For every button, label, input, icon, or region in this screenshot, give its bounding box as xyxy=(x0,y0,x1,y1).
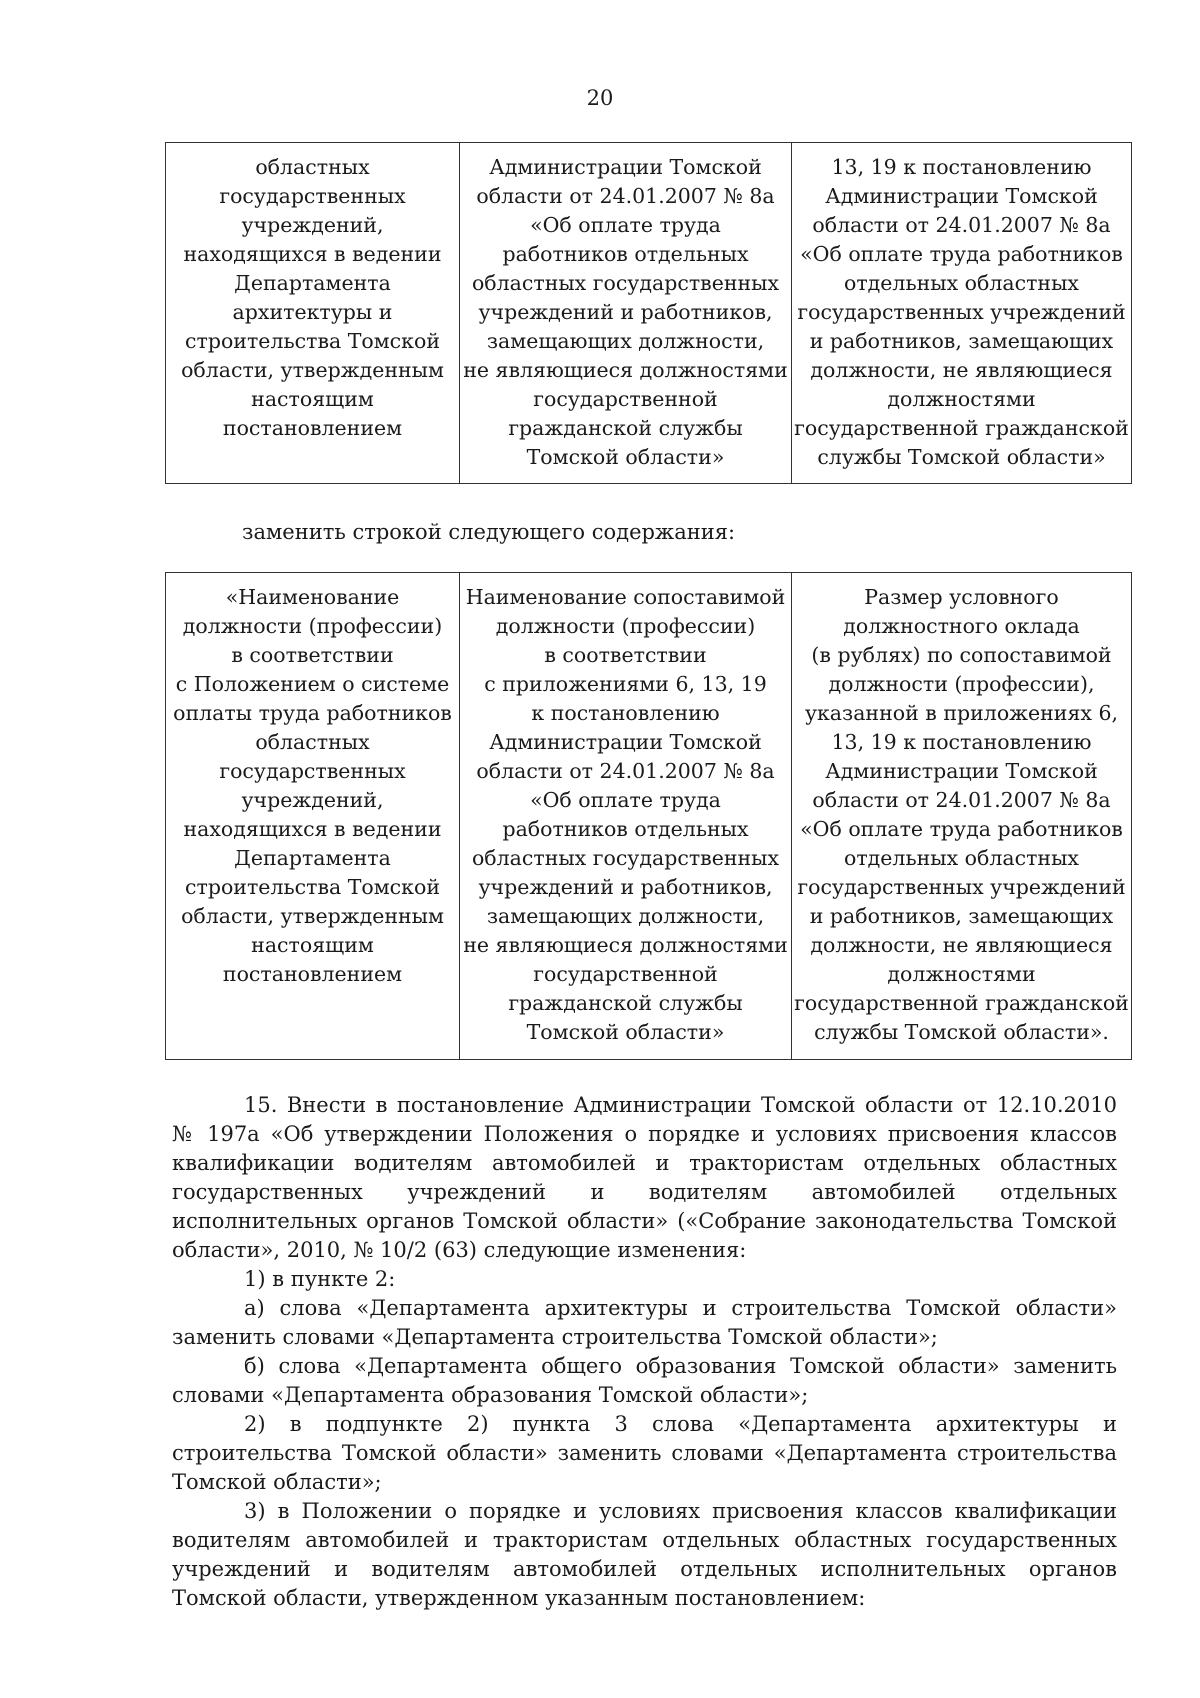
table-cell-position-name: «Наименование должности (профессии) в соответствии с Положением о системе оплаты труда работников областных государственных учреждений, находящихся в ведении Департамента строительства Томской области, утвержденным настоящим постановлением xyxy=(166,573,460,1060)
table-new-row xyxy=(165,572,1132,1060)
table-cell-salary-size: Размер условного должностного оклада (в рублях) по сопоставимой должности (профессии), указанной в приложениях 6, 13, 19 к постановлению Администрации Томской области от 24.01.2007 № 8а «Об оплате труда работников отдельных областных государственных учреждений и работников, замещающих должности, не являющиеся должностями государственной гражданской службы Томской области». xyxy=(792,573,1132,1060)
paragraph-subitem-1b: б) слова «Департамента общего образования Томской области» заменить словами «Департамента образования Томской области»; xyxy=(172,1354,1117,1407)
table-cell-salary-size: 13, 19 к постановлению Администрации Томской области от 24.01.2007 № 8а «Об оплате труда работников отдельных областных государственных учреждений и работников, замещающих должности, не являющиеся должностями государственной гражданской службы Томской области» xyxy=(792,143,1132,484)
paragraph-item-15: 15. Внести в постановление Администрации Томской области от 12.10.2010 № 197а «Об утверждении Положения о порядке и условиях присвоения классов квалификации водителям автомобилей и трактористам отдельных областных государственных учреждений и водителям автомобилей отдельных исполнительных органов Томской области» («Собрание законодательства Томской области», 2010, № 10/2 (63) следующие изменения: xyxy=(172,1093,1117,1262)
paragraph-subitem-3: 3) в Положении о порядке и условиях присвоения классов квалификации водителям автомобилей и трактористам отдельных областных государственных учреждений и водителям автомобилей отдельных исполнительных органов Томской области, утвержденном указанным постановлением: xyxy=(172,1499,1117,1610)
table-cell-position-name: областных государственных учреждений, находящихся в ведении Департамента архитектуры и строительства Томской области, утвержденным настоящим постановлением xyxy=(166,143,460,484)
table-cell-comparable-position: Наименование сопоставимой должности (профессии) в соответствии с приложениями 6, 13, 19 к постановлению Администрации Томской области от 24.01.2007 № 8а «Об оплате труда работников отдельных областных государственных учреждений и работников, замещающих должности, не являющиеся должностями государственной гражданской службы Томской области» xyxy=(460,573,792,1060)
paragraph-subitem-2: 2) в подпункте 2) пункта 3 слова «Департамента архитектуры и строительства Томской области» заменить словами «Департамента строительства Томской области»; xyxy=(172,1412,1117,1494)
table-cell-comparable-position: Администрации Томской области от 24.01.2007 № 8а «Об оплате труда работников отдельных областных государственных учреждений и работников, замещающих должности, не являющиеся должностями государственной гражданской службы Томской области» xyxy=(460,143,792,484)
replace-instruction: заменить строкой следующего содержания: xyxy=(242,520,736,544)
table-row xyxy=(166,573,1132,1060)
page-number: 20 xyxy=(586,86,614,110)
table-row xyxy=(166,143,1132,484)
document-body xyxy=(172,1091,1117,1613)
paragraph-subitem-1a: а) слова «Департамента архитектуры и строительства Томской области» заменить словами «Департамента строительства Томской области»; xyxy=(172,1296,1117,1349)
paragraph-subitem-1: 1) в пункте 2: xyxy=(244,1267,396,1291)
table-continuation xyxy=(165,142,1132,484)
